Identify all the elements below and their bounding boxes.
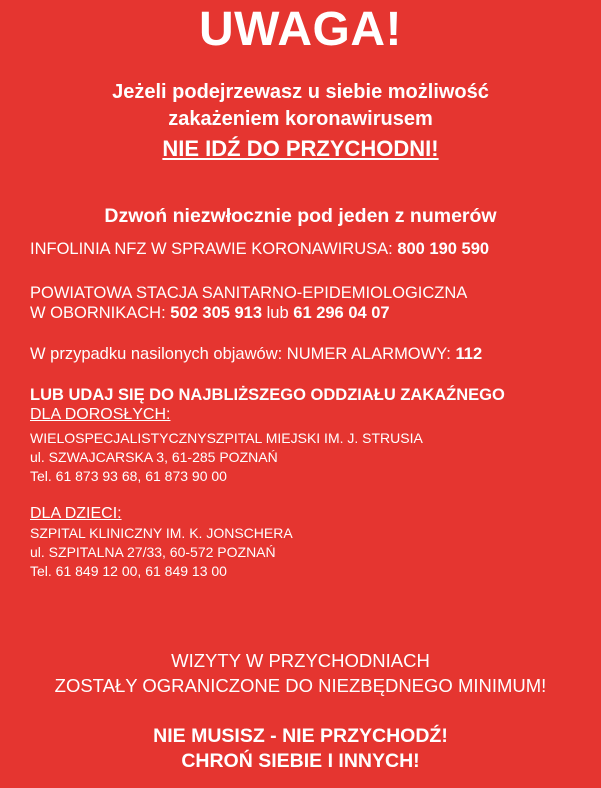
children-hospital-phone: Tel. 61 849 12 00, 61 849 13 00 xyxy=(30,563,227,579)
footer-line-1: WIZYTY W PRZYCHODNIACH xyxy=(171,650,430,671)
footer-slogan-2: CHROŃ SIEBIE I INNYCH! xyxy=(181,750,420,772)
sanepid-line-2 xyxy=(30,304,390,323)
sanepid-line-1: POWIATOWA STACJA SANITARNO-EPIDEMIOLOGICZNA xyxy=(30,284,468,302)
sanepid-prefix: W OBORNIKACH: xyxy=(30,304,166,322)
adults-hospital-address: ul. SZWAJCARSKA 3, 61-285 POZNAŃ xyxy=(30,449,278,465)
intro-line-1: Jeżeli podejrzewasz u siebie możliwość xyxy=(112,81,489,103)
nfz-number: 800 190 590 xyxy=(397,240,490,258)
adults-label: DLA DOROSŁYCH: xyxy=(30,406,171,423)
nfz-label: INFOLINIA NFZ W SPRAWIE KORONAWIRUSA: xyxy=(30,240,393,258)
sanepid-number-1: 502 305 913 xyxy=(170,304,263,322)
emergency-line xyxy=(30,345,482,364)
adults-hospital-phone: Tel. 61 873 93 68, 61 873 90 00 xyxy=(30,468,227,484)
intro-warning: NIE IDŹ DO PRZYCHODNI! xyxy=(162,136,439,161)
emergency-label: W przypadku nasilonych objawów: NUMER ALARMOWY: xyxy=(30,345,451,363)
children-hospital-name: SZPITAL KLINICZNY IM. K. JONSCHERA xyxy=(30,525,293,541)
page-title: UWAGA! xyxy=(199,3,402,56)
sanepid-number-2: 61 296 04 07 xyxy=(293,304,390,322)
adults-hospital-name: WIELOSPECJALISTYCZNYSZPITAL MIEJSKI IM. J. STRUSIA xyxy=(30,430,423,446)
emergency-number: 112 xyxy=(455,345,483,363)
footer-line-2: ZOSTAŁY OGRANICZONE DO NIEZBĘDNEGO MINIMUM! xyxy=(54,675,547,696)
children-hospital-address: ul. SZPITALNA 27/33, 60-572 POZNAŃ xyxy=(30,544,276,560)
sanepid-or: lub xyxy=(266,304,289,322)
hospitals-heading: LUB UDAJ SIĘ DO NAJBLIŻSZEGO ODDZIAŁU ZAKAŹNEGO xyxy=(30,386,505,404)
footer-slogan-1: NIE MUSISZ - NIE PRZYCHODŹ! xyxy=(153,725,448,747)
children-label: DLA DZIECI: xyxy=(30,505,122,522)
intro-line-2: zakażeniem koronawirusem xyxy=(168,108,433,130)
nfz-hotline xyxy=(30,240,489,259)
call-heading: Dzwoń niezwłocznie pod jeden z numerów xyxy=(104,205,497,227)
